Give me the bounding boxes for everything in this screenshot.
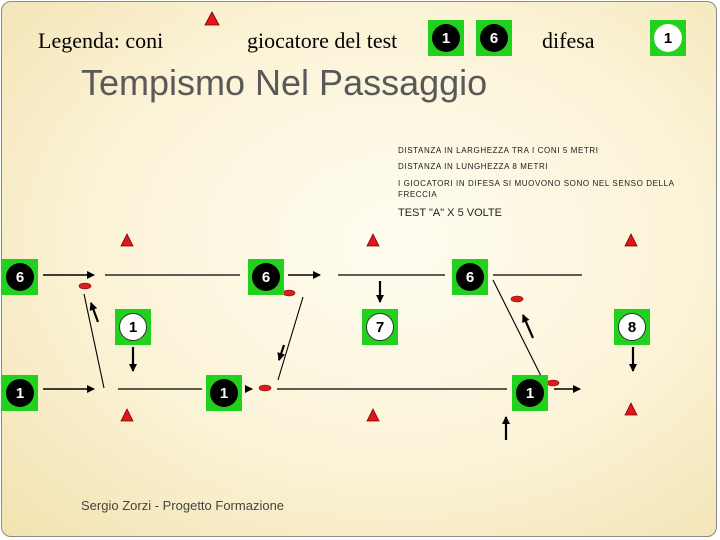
- defender-badge: [614, 309, 650, 345]
- cone-icon: [367, 409, 379, 421]
- drill-diagram: [2, 2, 717, 537]
- player-number: 6: [456, 263, 484, 291]
- cone-icon: [121, 409, 133, 421]
- defender-move-arrow: [91, 303, 98, 322]
- pass-arrow: [278, 297, 303, 380]
- test-instruction: TEST "A" X 5 VOLTE: [398, 207, 502, 219]
- cone-icon: [121, 234, 133, 246]
- player-badge: [512, 375, 548, 411]
- defender-move-arrow: [279, 345, 284, 360]
- legend-player-number: 1: [432, 24, 460, 52]
- defender-number: 8: [618, 313, 646, 341]
- note-length-distance: DISTANZA IN LUNGHEZZA 8 METRI: [398, 162, 549, 171]
- ball-icon: [79, 283, 91, 289]
- slide: [1, 1, 717, 537]
- player-number: 6: [252, 263, 280, 291]
- cone-icon: [625, 403, 637, 415]
- cone-icon: [625, 234, 637, 246]
- footer-credit: Sergio Zorzi - Progetto Formazione: [81, 498, 285, 513]
- ball-icon: [511, 296, 523, 302]
- cone-icon: [367, 234, 379, 246]
- legend-defense-number: 1: [654, 24, 682, 52]
- legend-defense-label: difesa: [542, 28, 595, 53]
- page-title: Tempismo Nel Passaggio: [81, 62, 488, 103]
- player-number: 1: [6, 379, 34, 407]
- player-badge: [452, 259, 488, 295]
- defender-number: 7: [366, 313, 394, 341]
- player-badge: [2, 375, 38, 411]
- player-number: 6: [6, 263, 34, 291]
- ball-icon: [283, 290, 295, 296]
- player-badge: [248, 259, 284, 295]
- legend-cones-label: Legenda: coni: [38, 28, 164, 53]
- legend-player-number: 6: [480, 24, 508, 52]
- ball-icon: [259, 385, 271, 391]
- ball-icon: [547, 380, 559, 386]
- player-number: 1: [516, 379, 544, 407]
- note-width-distance: DISTANZA IN LARGHEZZA TRA I CONI 5 METRI: [398, 146, 599, 155]
- player-badge: [206, 375, 242, 411]
- player-number: 1: [210, 379, 238, 407]
- player-badge: [2, 259, 38, 295]
- legend-player-label: giocatore del test: [247, 28, 398, 53]
- note-defender-movement: I GIOCATORI IN DIFESA SI MUOVONO SONO NEL SENSO DELLA FRECCIA: [398, 179, 675, 199]
- defender-badge: [115, 309, 151, 345]
- defender-badge: [362, 309, 398, 345]
- defender-number: 1: [119, 313, 147, 341]
- defender-move-arrow: [523, 315, 533, 338]
